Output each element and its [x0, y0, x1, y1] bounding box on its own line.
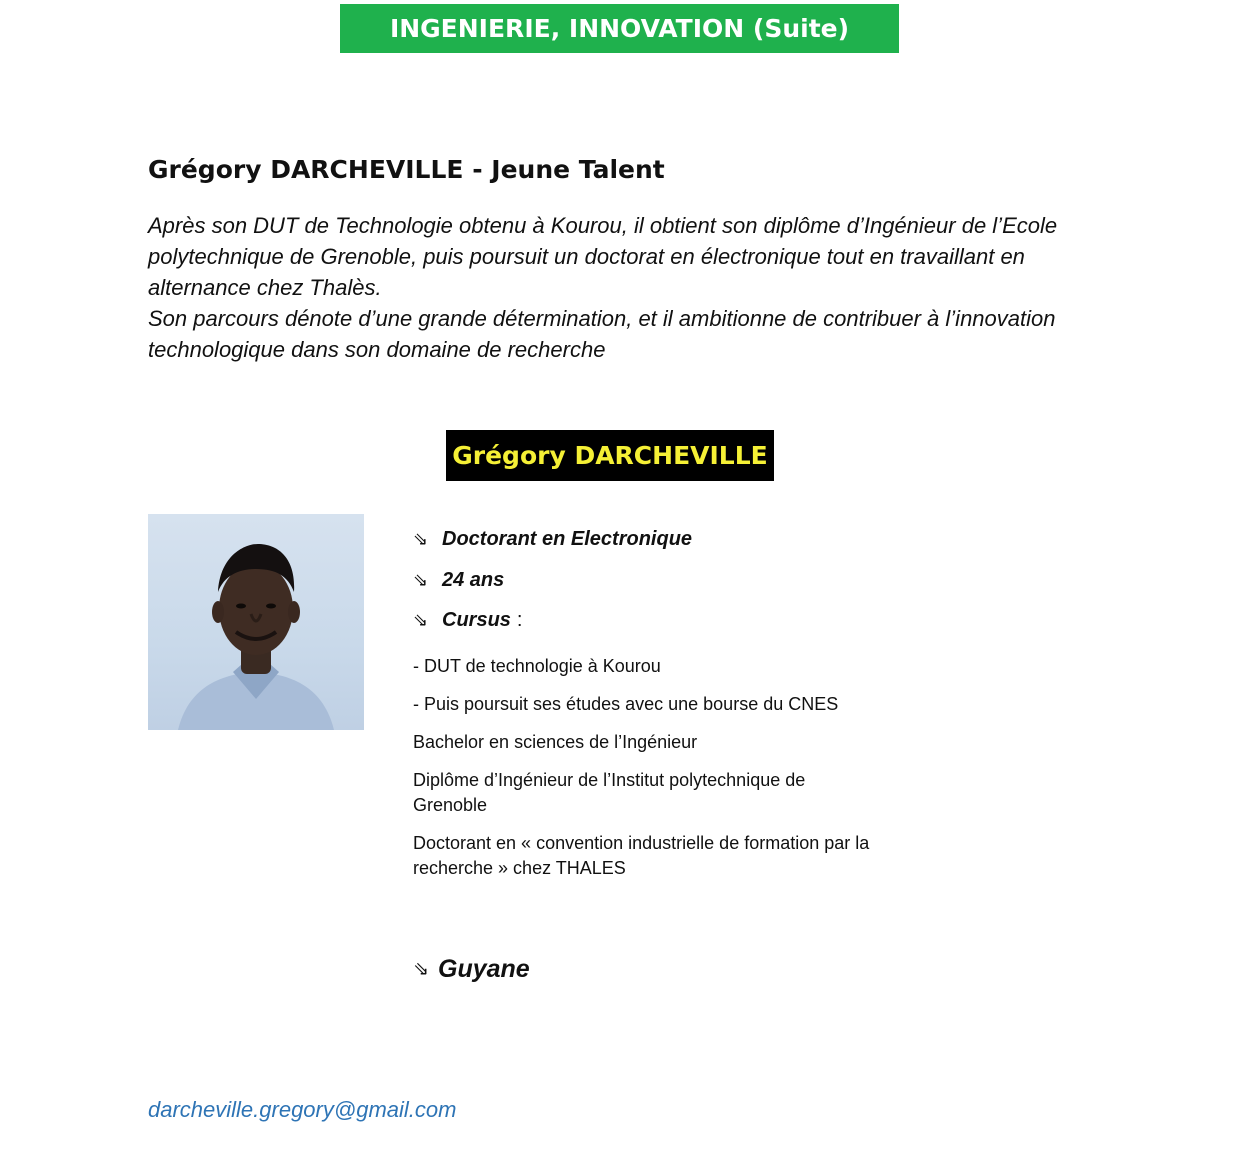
- fact-label: 24 ans: [442, 568, 505, 591]
- intro-paragraph: Son parcours dénote d’une grande détermination, et il ambitionne de contribuer à l’innovation technologique dans son domaine de recherche: [148, 306, 1056, 362]
- region-line: [413, 955, 530, 984]
- cursus-item: - DUT de technologie à Kourou: [413, 656, 661, 676]
- profile-intro: [148, 210, 1108, 365]
- fact-item: [413, 606, 692, 635]
- name-box-label: Grégory DARCHEVILLE: [452, 441, 768, 470]
- fact-label: Cursus: [442, 609, 511, 631]
- intro-paragraph: Après son DUT de Technologie obtenu à Kourou, il obtient son diplôme d’Ingénieur de l’Ecole polytechnique de Grenoble, puis poursuit un doctorat en électronique tout en travaillant en alternance chez Thalès.: [148, 213, 1058, 300]
- fact-item: [413, 566, 692, 595]
- arrow-icon: ⇘: [413, 569, 429, 590]
- fact-item: [413, 525, 692, 554]
- arrow-icon: ⇘: [413, 529, 429, 549]
- profile-heading: Grégory DARCHEVILLE - Jeune Talent: [148, 155, 665, 184]
- portrait-illustration: [148, 514, 364, 730]
- name-box: [446, 430, 774, 481]
- fact-label: Doctorant en Electronique: [442, 528, 693, 550]
- cursus-item: Diplôme d’Ingénieur de l’Institut polytechnique de Grenoble: [413, 770, 806, 815]
- profile-facts: [413, 525, 692, 647]
- section-banner: [340, 4, 899, 53]
- region-label: Guyane: [438, 955, 530, 983]
- cursus-item: - Puis poursuit ses études avec une bourse du CNES: [413, 694, 839, 714]
- arrow-icon: ⇘: [413, 959, 429, 980]
- banner-title: INGENIERIE, INNOVATION (Suite): [389, 14, 850, 43]
- portrait-photo: [148, 514, 364, 730]
- cursus-item: Bachelor en sciences de l’Ingénieur: [413, 732, 698, 752]
- email-link[interactable]: darcheville.gregory@gmail.com: [148, 1097, 457, 1122]
- cursus-item: Doctorant en « convention industrielle de formation par la recherche » chez THALES: [413, 833, 870, 878]
- cursus-list: [413, 654, 883, 894]
- fact-suffix: :: [516, 609, 523, 631]
- arrow-icon: ⇘: [413, 610, 429, 630]
